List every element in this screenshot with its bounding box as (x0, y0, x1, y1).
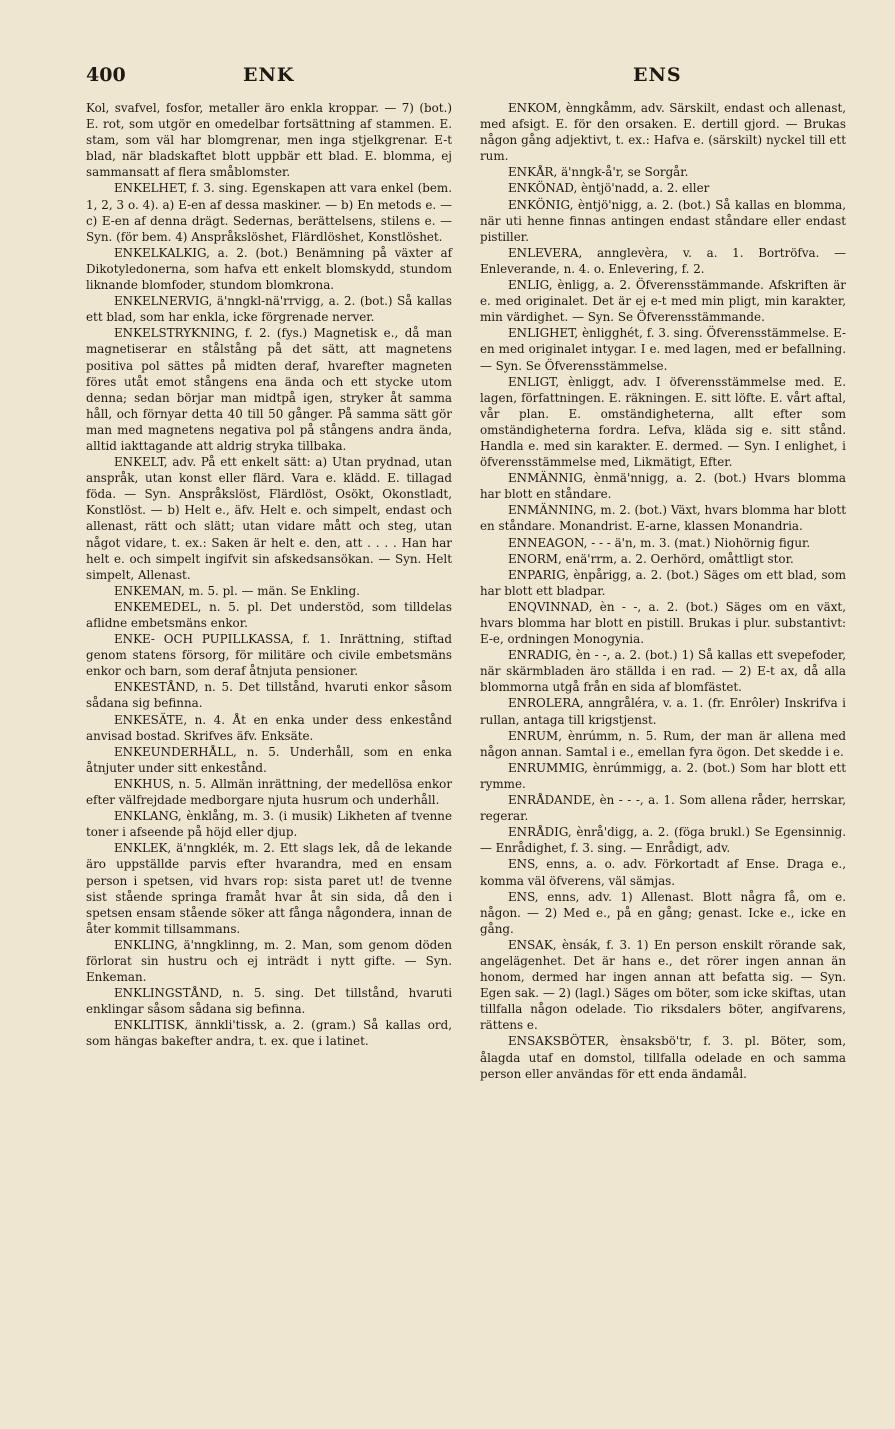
entry-enkar: ENKÅR, ä'nngk-å'r, se Sorgår. (508, 165, 689, 180)
entry-enligt: ENLIGT, ènliggt, adv. I öfverensstämmelse med. E. lagen, författningen. E. räkningen. E. sitt löfte. E. vårt aftal, vår plan. E. omständigheterna, allt efter som omständigheterna fordra. Lefva, kläda sig e. sitt stånd. Handla e. med sin karakter. E. dermed. — Syn. I enlighet, i öfverensstämmelse med, Likmätigt, Efter. (480, 374, 846, 470)
entry-enqvinnad: ENQVINNAD, èn - -, a. 2. (bot.) Säges om en växt, hvars blomma har blott en pistill. Brukas i plur. substantivt: E-e, ordningen Monogynia. (480, 599, 846, 647)
entry-enkesate: ENKESÄTE, n. 4. Åt en enka under dess enkestånd anvisad bostad. Skrifves äfv. Enksäte. (86, 712, 452, 743)
left-guide-word: ENK (243, 64, 295, 86)
entry-enkeman: ENKEMAN, m. 5. pl. — män. Se Enkling. (114, 583, 360, 598)
entry-enklang: ENKLANG, ènklång, m. 3. (i musik) Likheten af tvenne toner i afseende på höjd eller djup. (86, 809, 452, 840)
entry-enklek: ENKLEK, ä'nngklék, m. 2. Ett slags lek, då de lekande äro uppställde parvis efter hvarandra, med en ensam person i spetsen, vid hvars rop: sista paret ut! de tvenne sist stående springa framåt hvar åt sin sida, då den i spetsen ensam stående söker att fånga någondera, innan de åter kommit tillsammans. (86, 841, 452, 936)
entry-enmanning: ENMÄNNING, m. 2. (bot.) Växt, hvars blomma har blott en ståndare. Monandrist. E-arne, klassen Monandria. (480, 503, 846, 534)
entry-enklingstand: ENKLINGSTÅND, n. 5. sing. Det tillstånd, hvaruti enklingar såsom sådana sig befinna. (86, 986, 452, 1017)
entry-enklitisk: ENKLITISK, ännkli'tissk, a. 2. (gram.) Så kallas ord, som hängas bakefter andra, t. ex. que i latinet. (86, 1018, 452, 1049)
entry-enke-och-pupillkassa: ENKE- OCH PUPILLKASSA, f. 1. Inrättning, stiftad genom statens försorg, för militäre och civile embetsmäns enkor och barn, som deraf åtnjuta pensioner. (86, 632, 452, 679)
right-guide-word: ENS (633, 64, 682, 86)
entry-enparig: ENPARIG, ènpårigg, a. 2. (bot.) Säges om ett blad, som har blott ett bladpar. (480, 567, 846, 598)
entry-ensak: ENSAK, ènsák, f. 3. 1) En person enskilt rörande sak, angelägenhet. Det är hans e., det rörer ingen annan än honom, dermed har ingen annan att befatta sig. — Syn. Egen sak. — 2) (lagl.) Säges om böter, som icke skiftas, utan tillfalla någon odelade. Tio riksdalers böter, angifvarens, rättens e. (480, 937, 846, 1033)
entry-enkling: ENKLING, ä'nngklinng, m. 2. Man, som genom döden förlorat sin hustru och ej inträdt i nytt gifte. — Syn. Enkeman. (86, 937, 452, 985)
entry-enrolera: ENROLERA, anngråléra, v. a. 1. (fr. Enrôler) Inskrifva i rullan, antaga till krigstjenst. (480, 696, 846, 727)
right-column (480, 100, 846, 1082)
entry-enmannig: ENMÄNNIG, ènmä'nnigg, a. 2. (bot.) Hvars blomma har blott en ståndare. (480, 471, 846, 502)
entry-enrummig: ENRUMMIG, ènrúmmigg, a. 2. (bot.) Som har blott ett rymme. (480, 760, 846, 791)
entry-enkhus: ENKHUS, n. 5. Allmän inrättning, der medellösa enkor efter välfrejdade medborgare njuta husrum och underhåll. (86, 776, 452, 808)
left-column (86, 100, 452, 1050)
entry-enrum: ENRUM, ènrúmm, n. 5. Rum, der man är allena med någon annan. Samtal i e., emellan fyra ögon. Det skedde i e. (480, 728, 846, 759)
running-header (86, 64, 842, 90)
page-number: 400 (86, 64, 126, 86)
entry-enkelstrykning: ENKELSTRYKNING, f. 2. (fys.) Magnetisk e., då man magnetiserar en stålstång på det sätt, att magnetens positiva pol sättes på midten deraf, hvarefter magneten föres utåt emot stångens ena ända och ett stycke utom denna; sedan börjar man midtpå igen, stryker åt samma håll, och förnyar detta 40 till 50 gånger. På samma sätt gör man med magnetens negativa pol på stångens andra ända, alltid iakttagande att aldrig stryka tillbaka. (86, 326, 452, 453)
entry-enkelkalkig: ENKELKALKIG, a. 2. (bot.) Benämning på växter af Dikotyledonerna, som hafva ett enkelt blomskydd, stundom liknande blomfoder, stundom blomkrona. (86, 245, 452, 293)
entry-enkemedel: ENKEMEDEL, n. 5. pl. Det understöd, som tilldelas aflidne embetsmäns enkor. (86, 599, 452, 630)
entry-enorm: ENORM, enä'rrm, a. 2. Oerhörd, omåttligt stor. (508, 551, 794, 566)
entry-enkom: ENKOM, ènngkåmm, adv. Särskilt, endast och allenast, med afsigt. E. för den orsaken. E. dertill gjord. — Brukas någon gång adjektivt, t. ex.: Hafva e. (särskilt) nyckel till ett rum. (480, 101, 846, 164)
entry-enkonig: ENKÖNIG, èntjö'nigg, a. 2. (bot.) Så kallas en blomma, när uti henne finnas antingen endast ståndare eller endast pistiller. (480, 197, 846, 244)
entry-enkestand: ENKESTÅND, n. 5. Det tillstånd, hvaruti enkor såsom sådana sig befinna. (86, 680, 452, 711)
entry-continuation: Kol, svafvel, fosfor, metaller äro enkla kroppar. — 7) (bot.) E. rot, som utgör en omedelbar fortsättning af stammen. E. stam, som väl har blomgrenar, men inga stjelkgrenar. E-t blad, när bladskaftet blott uppbär ett blad. E. blomma, ej sammansatt af flera småblomster. (86, 101, 452, 180)
entry-enneagon: ENNEAGON, - - - ä'n, m. 3. (mat.) Niohörnig figur. (508, 535, 811, 550)
entry-ens-2: ENS, enns, adv. 1) Allenast. Blott några få, om e. någon. — 2) Med e., på en gång; genast. Icke e., icke en gång. (480, 889, 846, 936)
entry-enradande: ENRÅDANDE, èn - - -, a. 1. Som allena råder, herrskar, regerar. (480, 793, 846, 824)
entry-enlig: ENLIG, ènligg, a. 2. Öfverensstämmande. Afskriften är e. med originalet. Det är ej e-t med min pligt, min karakter, min värdighet. — Syn. Se Öfverensstämmande. (480, 278, 846, 325)
entry-enlevera: ENLEVERA, annglevèra, v. a. 1. Bortröfva. — Enleverande, n. 4. o. Enlevering, f. 2. (480, 245, 846, 276)
entry-enradig: ENRADIG, èn - -, a. 2. (bot.) 1) Så kallas ett svepefoder, när skärmbladen äro ställda i en rad. — 2) E-t ax, då alla blommorna utgå från en sida af blomfästet. (480, 648, 846, 695)
entry-enradig-2: ENRÅDIG, ènrå'digg, a. 2. (föga brukl.) Se Egensinnig. — Enrådighet, f. 3. sing. — Enrådigt, adv. (480, 825, 846, 856)
entry-ens-1: ENS, enns, a. o. adv. Förkortadt af Ense. Draga e., komma väl öfverens, väl sämjas. (480, 857, 846, 888)
entry-enkelnervig: ENKELNERVIG, ä'nngkl-nä'rrvigg, a. 2. (bot.) Så kallas ett blad, som har enkla, icke förgrenade nerver. (86, 294, 452, 325)
entry-enkelt: ENKELT, adv. På ett enkelt sätt: a) Utan prydnad, utan anspråk, utan konst eller flärd. Vara e. klädd. E. tillagad föda. — Syn. Anspråkslöst, Flärdlöst, Osökt, Okonstladt, Konstlöst. — b) Helt e., äfv. Helt e. och simpelt, endast och allenast, rätt och slätt; utan vidare mått och steg, utan något vidare, t. ex.: Saken är helt e. den, att . . . . Han har helt e. och simpelt ingifvit sin afskedsansökan. — Syn. Helt simpelt, Allenast. (86, 455, 452, 582)
entry-enlighet: ENLIGHET, ènligghét, f. 3. sing. Öfverensstämmelse. E-en med originalet intygar. I e. med lagen, med er befallning. — Syn. Se Öfverensstämmelse. (480, 326, 846, 373)
entry-enkeunderhall: ENKEUNDERHÅLL, n. 5. Underhåll, som en enka åtnjuter under sitt enkestånd. (86, 744, 452, 775)
entry-enkonad: ENKÖNAD, èntjö'nadd, a. 2. eller (508, 181, 710, 196)
entry-enkelhet: ENKELHET, f. 3. sing. Egenskapen att vara enkel (bem. 1, 2, 3 o. 4). a) E-en af dessa maskiner. — b) En metods e. — c) E-en af denna drägt. Sedernas, berättelsens, stilens e. — Syn. (för bem. 4) Anspråkslöshet, Flärdlöshet, Konstlöshet. (86, 181, 452, 244)
entry-ensaksboter: ENSAKSBÖTER, ènsaksbö'tr, f. 3. pl. Böter, som, ålagda utaf en domstol, tillfalla odelade en och samma person eller användas för ett enda ändamål. (480, 1034, 846, 1081)
